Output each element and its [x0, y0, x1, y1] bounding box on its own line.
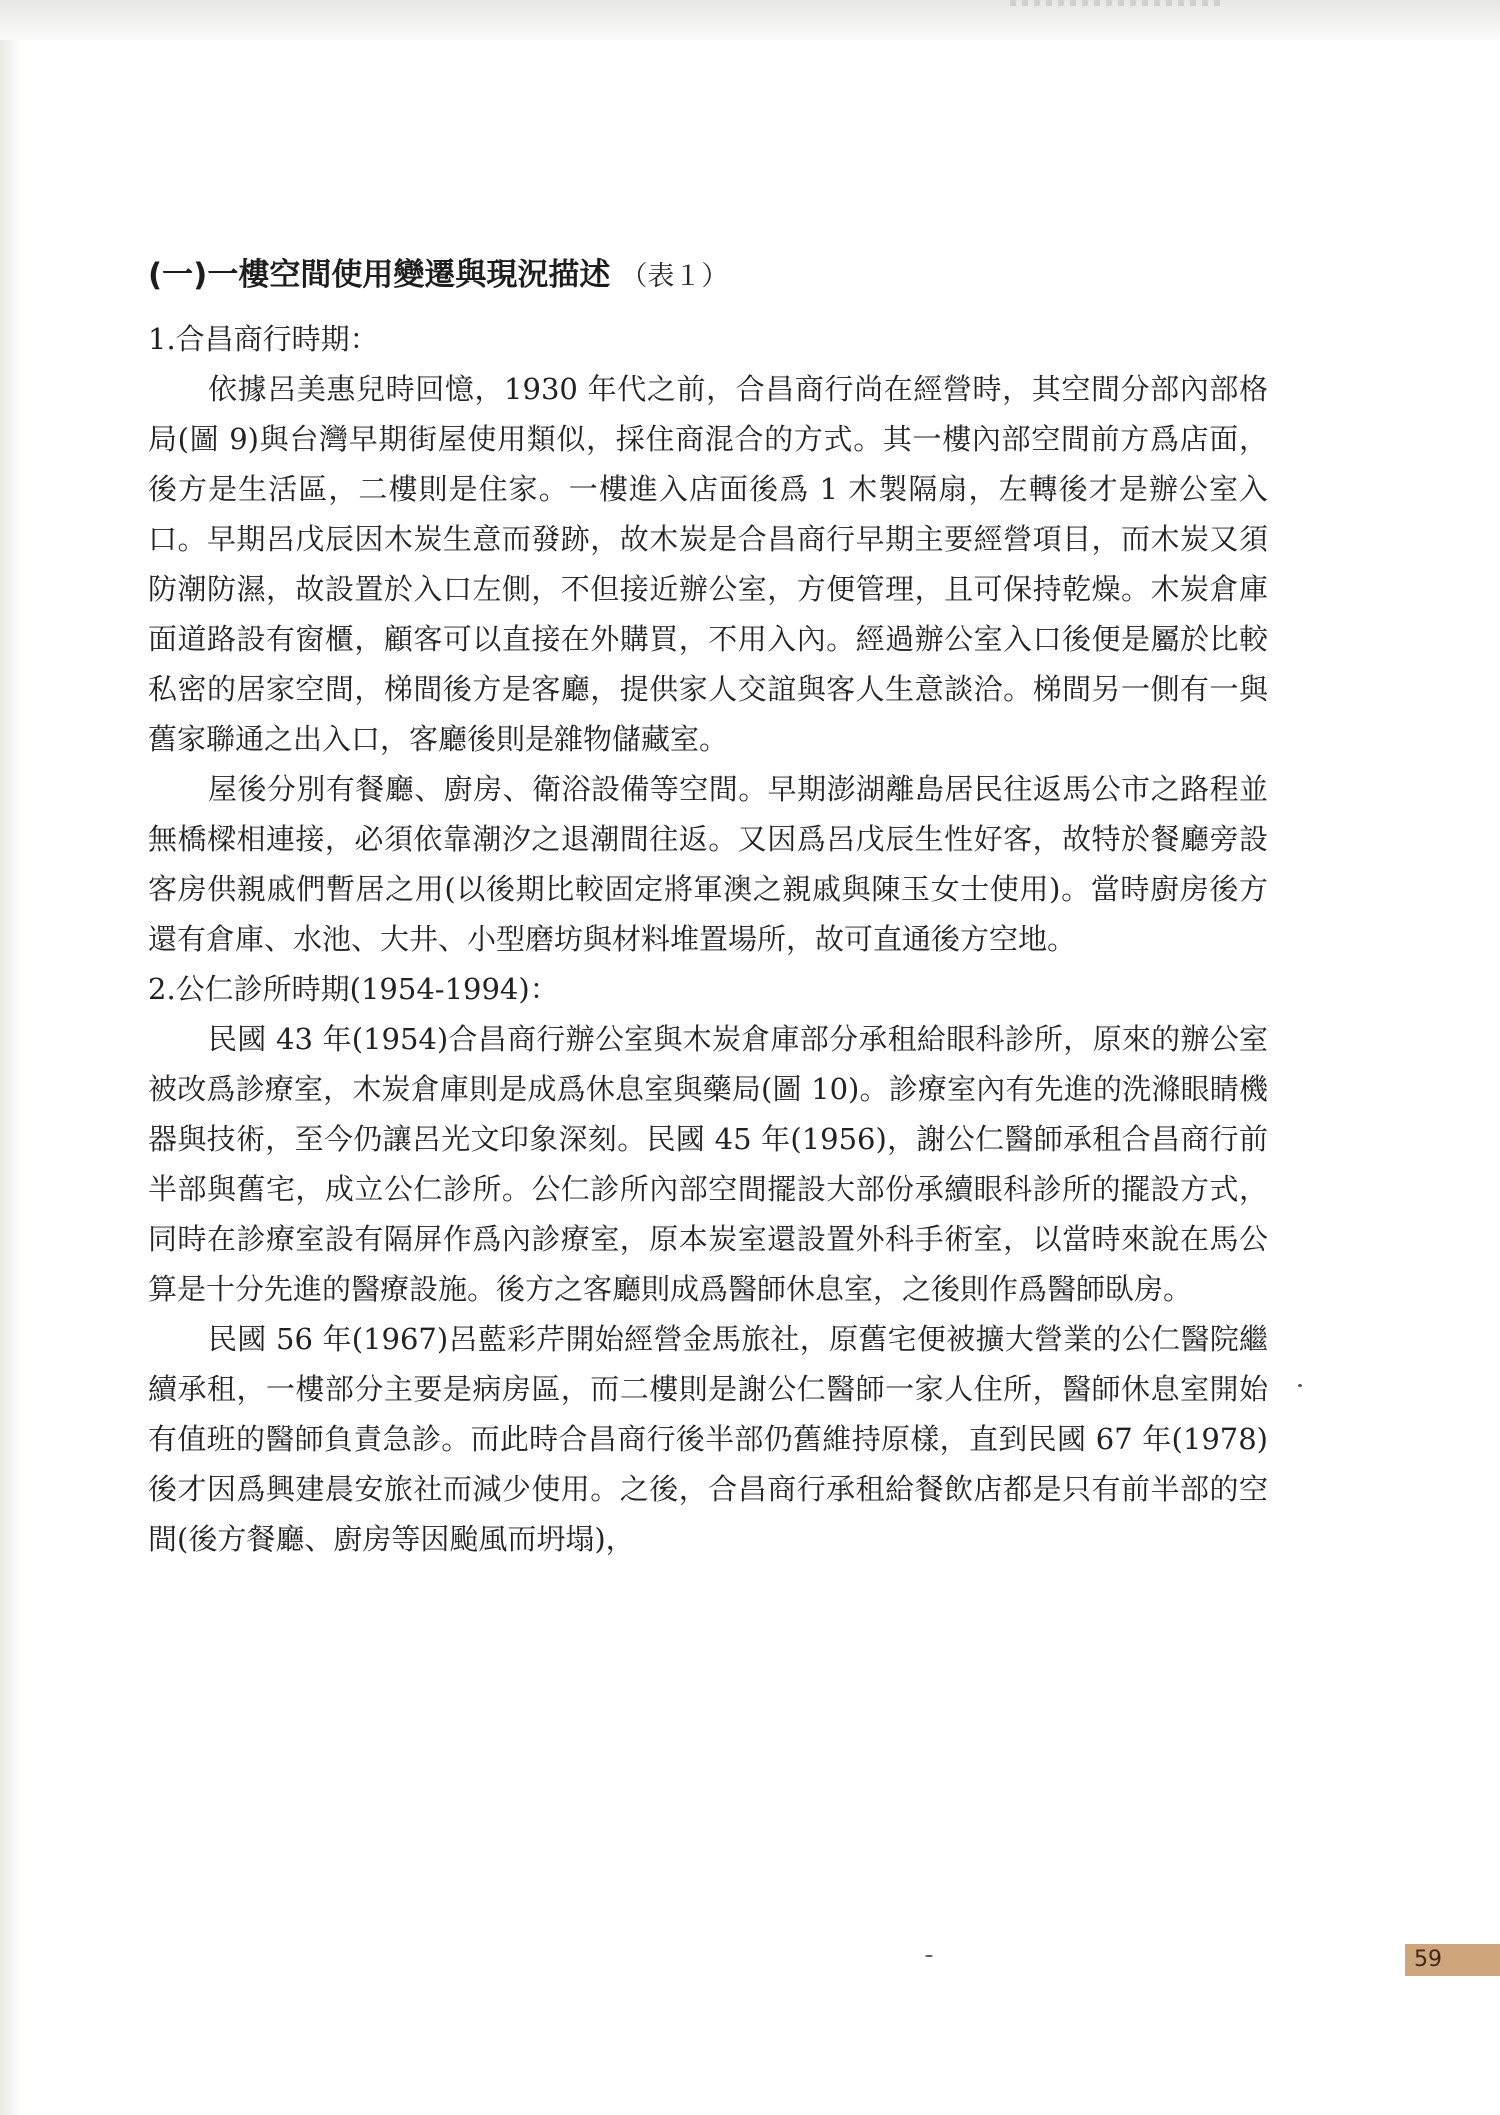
- scan-top-mark: [1010, 0, 1220, 6]
- scan-speck: [1298, 1384, 1302, 1387]
- scan-left-shadow: [0, 40, 22, 2115]
- period-2-paragraph-2: 民國 56 年(1967)呂藍彩芹開始經營金馬旅社，原舊宅便被擴大營業的公仁醫院繼續承租，一樓部分主要是病房區，而二樓則是謝公仁醫師一家人住所，醫師休息室開始有值班的醫師負責急診。而此時合昌商行後半部仍舊維持原樣，直到民國 67 年(1978)後才因爲興建晨安旅社而減少使用。之後，合昌商行承租給餐飲店都是只有前半部的空間(後方餐廳、廚房等因颱風而坍塌)，: [148, 1322, 1268, 1556]
- period-1-paragraph-2: 屋後分別有餐廳、廚房、衛浴設備等空間。早期澎湖離島居民往返馬公市之路程並無橋樑相連接，必須依靠潮汐之退潮間往返。又因爲呂戊辰生性好客，故特於餐廳旁設客房供親戚們暫居之用(以後期比較固定將軍澳之親戚與陳玉女士使用)。當時廚房後方還有倉庫、水池、大井、小型磨坊與材料堆置場所，故可直通後方空地。: [148, 772, 1268, 956]
- scan-top-band: [0, 0, 1500, 40]
- page-content: [148, 248, 1268, 1564]
- period-1-heading: 1.合昌商行時期：: [148, 322, 379, 356]
- page-number: 59: [1414, 1947, 1442, 1972]
- section-heading-table-ref: （表１）: [620, 261, 729, 292]
- period-2-heading: 2.公仁診所時期(1954-1994)：: [148, 972, 559, 1006]
- scan-speck: [925, 1955, 933, 1957]
- section-heading: [148, 248, 1268, 302]
- period-1-paragraph-1: 依據呂美惠兒時回憶，1930 年代之前，合昌商行尚在經營時，其空間分部內部格局(圖 9)與台灣早期街屋使用類似，採住商混合的方式。其一樓內部空間前方爲店面，後方是生活區，二樓則是住家。一樓進入店面後爲 1 木製隔扇，左轉後才是辦公室入口。早期呂戊辰因木炭生意而發跡，故木炭是合昌商行早期主要經營項目，而木炭又須防潮防濕，故設置於入口左側，不但接近辦公室，方便管理，且可保持乾燥。木炭倉庫面道路設有窗櫃，顧客可以直接在外購買，不用入內。經過辦公室入口後便是屬於比較私密的居家空間，梯間後方是客廳，提供家人交誼與客人生意談洽。梯間另一側有一與舊家聯通之出入口，客廳後則是雜物儲藏室。: [148, 372, 1268, 756]
- section-heading-title: (一)一樓空間使用變遷與現況描述: [148, 257, 611, 293]
- page-number-tab: [1405, 1944, 1500, 1976]
- period-2-paragraph-1: 民國 43 年(1954)合昌商行辦公室與木炭倉庫部分承租給眼科診所，原來的辦公室被改爲診療室，木炭倉庫則是成爲休息室與藥局(圖 10)。診療室內有先進的洗滌眼睛機器與技術，至今仍讓呂光文印象深刻。民國 45 年(1956)，謝公仁醫師承租合昌商行前半部與舊宅，成立公仁診所。公仁診所內部空間擺設大部份承續眼科診所的擺設方式，同時在診療室設有隔屏作爲內診療室，原本炭室還設置外科手術室，以當時來說在馬公算是十分先進的醫療設施。後方之客廳則成爲醫師休息室，之後則作爲醫師臥房。: [148, 1022, 1268, 1306]
